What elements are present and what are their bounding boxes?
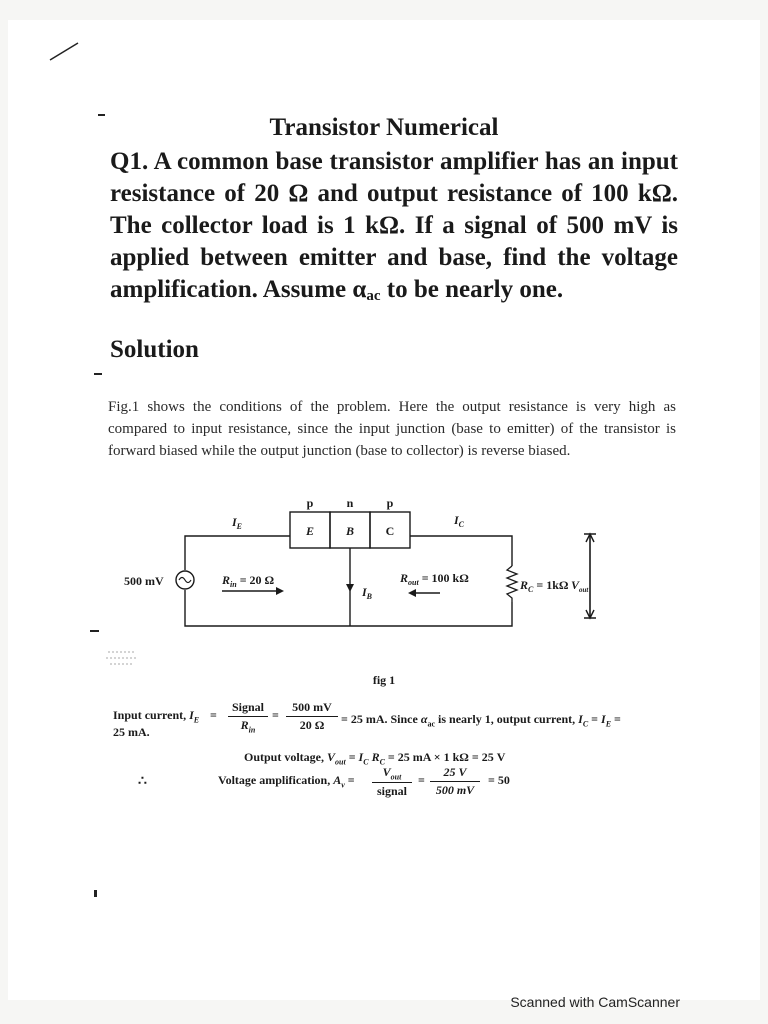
ic-label: $I_C$ — [454, 513, 465, 529]
signal-over-rin — [228, 700, 268, 734]
rin-label: $R_{in} = 20$ Ω — [222, 573, 275, 589]
equals-sign: = — [272, 708, 279, 722]
question-body: Q1. A common base transistor amplifier has an input resistance of 20 Ω and output resistance of 100 kΩ. The collector load is 1 kΩ. If a signal of 500 mV is applied between emitter and base, find the voltage amplification. Assume α — [110, 148, 678, 303]
bottom-wire — [185, 590, 512, 626]
rout-arrow-head — [408, 589, 416, 597]
input-current-label: Input current, $I_E$ — [113, 708, 200, 725]
scanner-watermark: Scanned with CamScanner — [510, 994, 680, 1010]
fraction-denominator: $R_{in}$ — [240, 718, 256, 735]
figure-caption: fig 1 — [372, 673, 396, 687]
source-voltage-label: 500 mV — [124, 574, 164, 588]
vout-label: $V_{out}$ — [571, 578, 589, 594]
vout-bracket — [584, 534, 596, 618]
emitter-label: E — [305, 524, 315, 538]
voltage-amplification-label: Voltage amplification, $A_v$ = — [218, 773, 355, 790]
alpha-subscript: ac — [366, 288, 381, 304]
rc-resistor-icon — [507, 566, 517, 602]
emitter-wire — [185, 536, 290, 570]
scan-dash-mark — [94, 890, 97, 897]
pen-tick-mark — [48, 40, 80, 64]
p-label-left: p — [306, 496, 314, 510]
solution-paragraph: Fig.1 shows the conditions of the problem. Here the output resistance is very high as compared to input resistance, since the input junction (base to emitter) of the transistor is forward biased while the output junction (base to collector) is reverse biased. — [108, 399, 676, 459]
fraction-denominator: signal — [376, 784, 407, 799]
question-end: to be nearly one. — [380, 276, 564, 303]
margin-smudge-mark — [104, 644, 140, 670]
n-label: n — [346, 496, 354, 510]
collector-wire — [410, 536, 512, 566]
ib-arrow — [346, 584, 354, 592]
fraction-denominator: 500 mV — [435, 783, 475, 797]
document-title: Transistor Numerical — [269, 114, 499, 141]
vout-over-signal — [372, 765, 412, 799]
solution-heading: Solution — [110, 336, 199, 363]
therefore-symbol: ∴ — [138, 774, 147, 789]
circuit-diagram — [100, 490, 640, 640]
input-current-result: = 25 mA. Since $\alpha_{ac}$ is nearly 1, output current, $I_C = I_E$ = — [341, 712, 621, 729]
scan-dash-mark — [94, 373, 102, 375]
equals-sign: = — [418, 773, 425, 787]
ib-label: $I_B$ — [362, 585, 373, 601]
fraction-numerator: Signal — [228, 700, 268, 717]
question-text — [110, 146, 678, 312]
p-label-right: p — [386, 496, 394, 510]
equals-sign: = — [210, 708, 217, 722]
rin-arrow-head — [276, 587, 284, 595]
ie-label: $I_E$ — [232, 515, 243, 531]
fraction-denominator: 20 Ω — [299, 718, 325, 732]
amplification-result: = 50 — [488, 773, 510, 787]
scan-dash-mark — [90, 630, 99, 632]
output-voltage-line: Output voltage, $V_{out} = I_C$ $R_C = 25$ mA × 1 kΩ = 25 V — [244, 750, 506, 767]
fraction-numerator: 25 V — [430, 765, 480, 782]
rout-label: $R_{out} = 100$ kΩ — [400, 571, 469, 587]
collector-label: C — [385, 524, 395, 538]
base-label: B — [345, 524, 355, 538]
fraction-numerator: 500 mV — [286, 700, 338, 717]
rc-label: $R_C = 1k\Omega$ — [520, 578, 569, 594]
amplification-fraction — [430, 765, 480, 798]
fraction-numerator: $V_{out}$ — [372, 765, 412, 783]
input-current-continuation: 25 mA. — [113, 725, 150, 739]
value-fraction — [286, 700, 338, 733]
